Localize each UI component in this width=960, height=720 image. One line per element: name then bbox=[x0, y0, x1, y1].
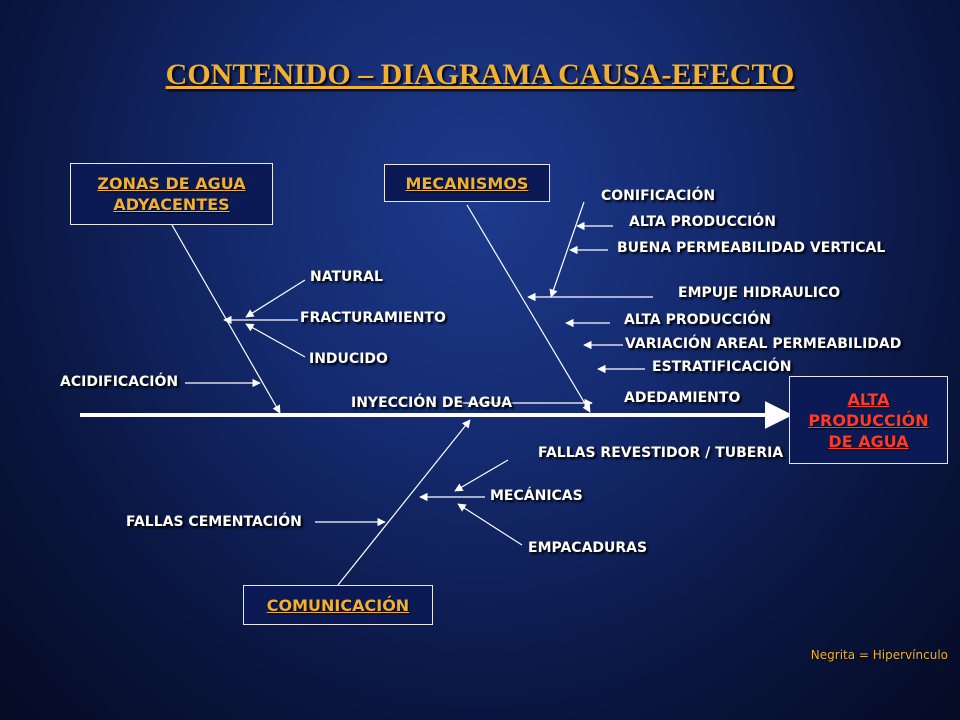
arrow-natural bbox=[246, 280, 305, 317]
arrow-fallas-revestidor bbox=[455, 460, 508, 491]
cause-mecanicas: MECÁNICAS bbox=[490, 488, 583, 504]
cause-buena-permeabilidad: BUENA PERMEABILIDAD VERTICAL bbox=[617, 240, 886, 256]
cause-conificacion: CONIFICACIÓN bbox=[601, 188, 716, 204]
cause-empuje: EMPUJE HIDRAULICO bbox=[678, 285, 841, 301]
cause-alta-produccion-1: ALTA PRODUCCIÓN bbox=[629, 214, 776, 230]
arrow-empacaduras bbox=[458, 504, 522, 545]
effect-label[interactable]: ALTA PRODUCCIÓN DE AGUA bbox=[808, 389, 929, 451]
cause-fallas-revestidor: FALLAS REVESTIDOR / TUBERIA bbox=[538, 445, 784, 461]
cause-adedamiento: ADEDAMIENTO bbox=[624, 390, 741, 406]
cause-inyeccion: INYECCIÓN DE AGUA bbox=[351, 395, 513, 411]
legend-note: Negrita = Hipervínculo bbox=[810, 648, 948, 662]
cause-fracturamiento: FRACTURAMIENTO bbox=[300, 310, 446, 326]
cause-acidificacion: ACIDIFICACIÓN bbox=[60, 374, 179, 390]
cause-empacaduras: EMPACADURAS bbox=[528, 540, 648, 556]
effect-box[interactable] bbox=[789, 376, 948, 464]
arrow-inducido bbox=[246, 324, 305, 357]
zonas-branch bbox=[172, 225, 280, 413]
category-mecanismos[interactable] bbox=[384, 164, 550, 202]
comunicacion-branch bbox=[338, 420, 470, 585]
cause-inducido: INDUCIDO bbox=[309, 351, 388, 367]
category-comunicacion[interactable] bbox=[243, 585, 433, 625]
cause-variacion: VARIACIÓN AREAL PERMEABILIDAD bbox=[625, 336, 902, 352]
cause-estratificacion: ESTRATIFICACIÓN bbox=[652, 359, 792, 375]
page-title: CONTENIDO – DIAGRAMA CAUSA-EFECTO bbox=[165, 58, 795, 91]
category-comunicacion-label[interactable]: COMUNICACIÓN bbox=[266, 595, 410, 615]
category-zonas-label[interactable]: ZONAS DE AGUA ADYACENTES bbox=[97, 174, 246, 214]
category-mecanismos-label[interactable]: MECANISMOS bbox=[405, 173, 529, 193]
cause-fallas-cementacion: FALLAS CEMENTACIÓN bbox=[126, 514, 302, 530]
cause-alta-produccion-2: ALTA PRODUCCIÓN bbox=[624, 312, 771, 328]
category-zonas-de-agua[interactable] bbox=[70, 163, 273, 225]
cause-natural: NATURAL bbox=[310, 269, 383, 285]
